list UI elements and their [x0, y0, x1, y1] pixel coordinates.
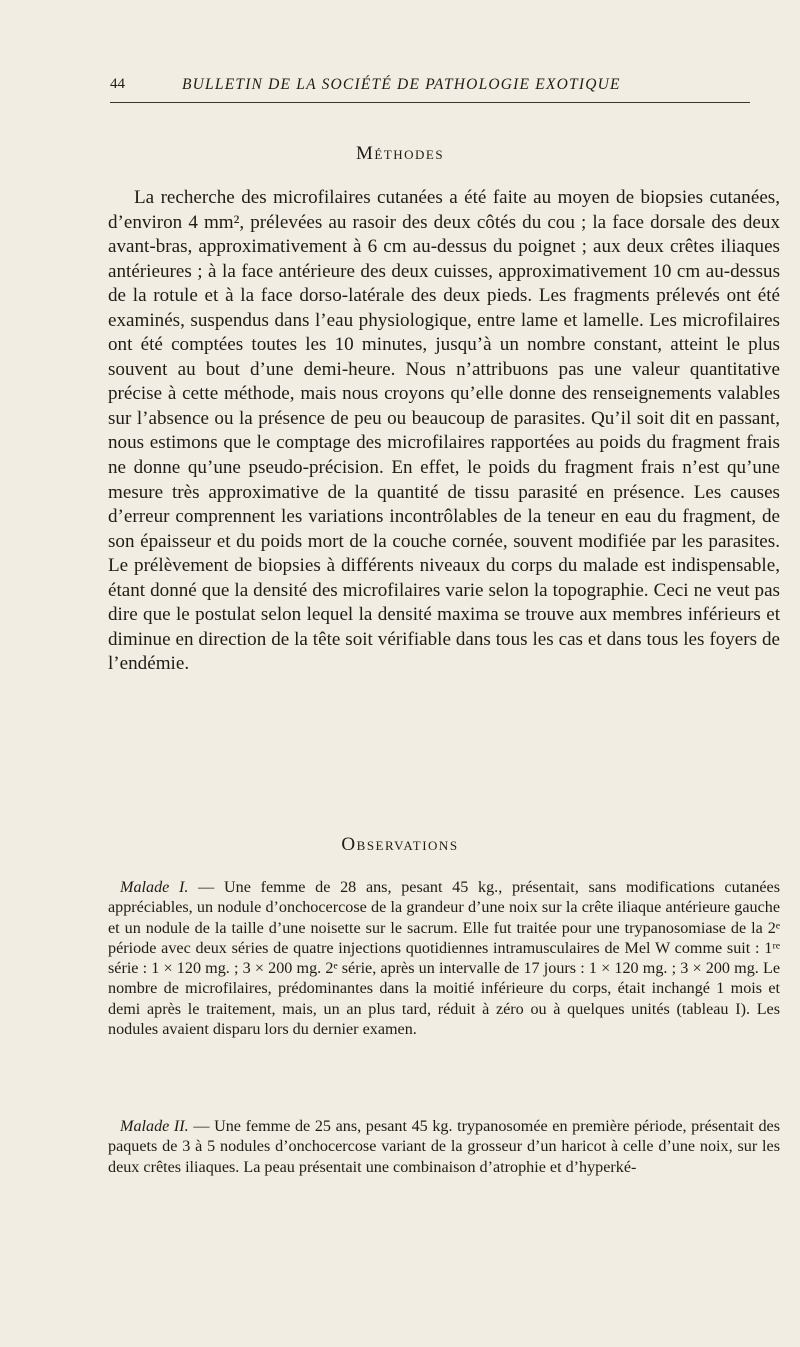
section-title-observations: Observations: [341, 834, 459, 855]
paragraph-malade-1: [108, 878, 780, 1040]
malade-1-text: — Une femme de 28 ans, pesant 45 kg., présentait, sans modifications cutanées appréciables, un nodule d’onchocercose de la grandeur d’une noix sur la crête iliaque antérieure gauche et un nodule de la taille d’une noisette sur le sacrum. Elle fut traitée pour une trypanosomiase de la 2ᵉ période avec deux séries de quatre injections quotidiennes intramusculaires de Mel W comme suit : 1ʳᵉ série : 1 × 120 mg. ; 3 × 200 mg. 2ᵉ série, après un intervalle de 17 jours : 1 × 120 mg. ; 3 × 200 mg. Le nombre de microfilaires, prédominantes dans la moitié inférieure du corps, était inchangé 1 mois et demi après le traitement, mais, un an plus tard, réduit à zéro ou à quelques unités (tableau I). Les nodules avaient disparu lors du dernier examen.: [108, 879, 780, 1039]
paragraph-malade-2: [108, 1117, 780, 1178]
page-header: [110, 74, 750, 103]
page-number: 44: [110, 76, 125, 92]
section-title-methodes: Méthodes: [355, 143, 445, 164]
malade-2-label: Malade II.: [120, 1118, 189, 1135]
malade-2-text: — Une femme de 25 ans, pesant 45 kg. trypanosomée en première période, présentait des paquets de 3 à 5 nodules d’onchocercose variant de la grosseur d’un haricot à celle d’une noix, sur les deux crêtes iliaques. La peau présentait une combinaison d’atrophie et d’hyperké-: [108, 1118, 780, 1176]
malade-1-label: Malade I.: [120, 879, 189, 896]
running-title: BULLETIN DE LA SOCIÉTÉ DE PATHOLOGIE EXOTIQUE: [182, 76, 621, 93]
paragraph-methodes: La recherche des microfilaires cutanées a été faite au moyen de biopsies cutanées, d’environ 4 mm², prélevées au rasoir des deux côtés du cou ; la face dorsale des deux avant-bras, approximativement à 6 cm au-dessus du poignet ; aux deux crêtes iliaques antérieures ; à la face antérieure des deux cuisses, approximativement 10 cm au-dessus de la rotule et à la face dorso-latérale des deux pieds. Les fragments prélevés ont été examinés, suspendus dans l’eau physiologique, entre lame et lamelle. Les microfilaires ont été comptées toutes les 10 minutes, jusqu’à un nombre constant, atteint le plus souvent au bout d’une demi-heure. Nous n’attribuons pas une valeur quantitative précise à cette méthode, mais nous croyons qu’elle donne des renseignements valables sur l’absence ou la présence de peu ou beaucoup de parasites. Qu’il soit dit en passant, nous estimons que le comptage des microfilaires rapportées au poids du fragment frais ne donne qu’une pseudo-précision. En effet, le poids du fragment frais n’est qu’une mesure très approximative de la quantité de tissu parasité en présence. Les causes d’erreur comprennent les variations incontrôlables de la teneur en eau du fragment, de son épaisseur et du poids mort de la couche cornée, souvent modifiée par les parasites. Le prélèvement de biopsies à différents niveaux du corps du malade est indispensable, étant donné que la densité des microfilaires varie selon la topographie. Ceci ne veut pas dire que le postulat selon lequel la densité maxima se trouve aux membres inférieurs et diminue en direction de la tête soit vérifiable dans tous les cas et dans tous les foyers de l’endémie.: [108, 187, 780, 675]
